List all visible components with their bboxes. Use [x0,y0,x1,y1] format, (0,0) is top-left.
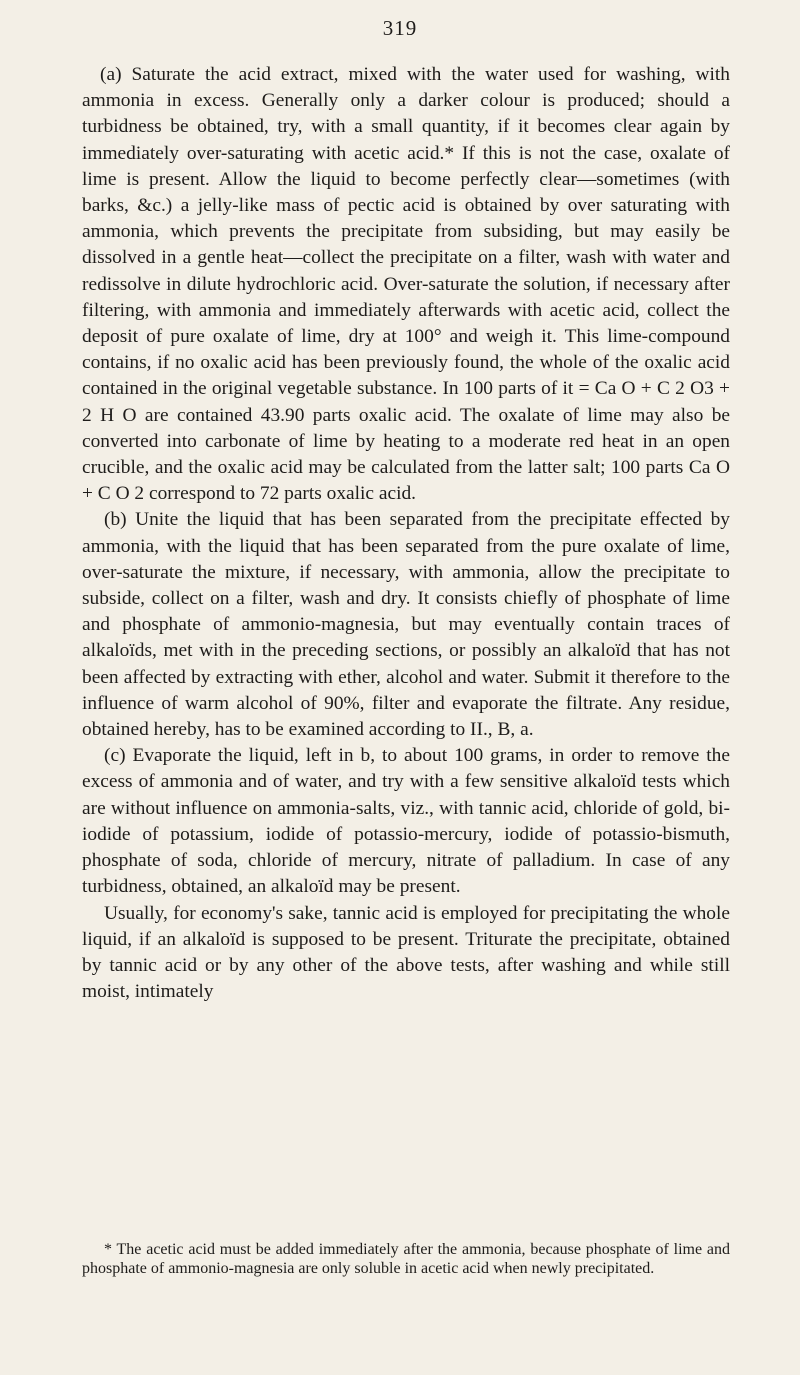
paragraph-b: (b) Unite the liquid that has been separated from the precipitate effected by ammonia, with the liquid that has been separated from the pure oxalate of lime, over-saturate the mixture, if necessary, with ammonia, allow the precipitate to subside, collect on a filter, wash and dry. It consists chiefly of phosphate of lime and phosphate of ammonio-magnesia, but may eventually contain traces of alkaloïds, met with in the preceding sections, or possibly an alkaloïd that has not been affected by extracting with ether, alcohol and water. Submit it therefore to the influence of warm alcohol of 90%, filter and evaporate the filtrate. Any residue, obtained hereby, has to be examined according to II., B, a. [82,509,730,741]
paragraph-a: (a) Saturate the acid extract, mixed with the water used for washing, with ammonia in excess. Generally only a darker colour is produced; should a turbidness be obtained, try, with a small quantity, if it becomes clear again by immediately over-saturating with acetic acid.* If this is not the case, oxalate of lime is present. Allow the liquid to become perfectly clear—sometimes (with barks, &c.) a jelly-like mass of pectic acid is obtained by over saturating with ammonia, which prevents the precipitate from subsiding, but may easily be dissolved in a gentle heat—collect the precipitate on a filter, wash with water and redissolve in dilute hydrochloric acid. Over-saturate the solution, if necessary after filtering, with ammonia and immediately afterwards with acetic acid, collect the deposit of pure oxalate of lime, dry at 100° and weigh it. This lime-compound contains, if no oxalic acid has been previously found, the whole of the oxalic acid contained in the original vegetable substance. In 100 parts of it = Ca O + C 2 O3 + 2 H O are contained 43.90 parts oxalic acid. The oxalate of lime may also be converted into carbonate of lime by heating to a moderate red heat in an open crucible, and the oxalic acid may be calculated from the latter salt; 100 parts Ca O + C O 2 correspond to 72 parts oxalic acid. [82,64,730,505]
paragraph-c: (c) Evaporate the liquid, left in b, to about 100 grams, in order to remove the excess of ammonia and of water, and try with a few sensitive alkaloïd tests which are without influence on ammonia-salts, viz., with tannic acid, chloride of gold, bi-iodide of potassium, iodide of potassio-mercury, iodide of potassio-bismuth, phosphate of soda, chloride of mercury, nitrate of palladium. In case of any turbidness, obtained, an alkaloïd may be present. [82,745,730,898]
page-number: 319 [382,16,418,40]
body-text [82,62,730,1005]
footnote [82,1240,730,1278]
paragraph-d: Usually, for economy's sake, tannic acid is employed for precipitating the whole liquid, if an alkaloïd is supposed to be present. Triturate the precipitate, obtained by tannic acid or by any other of the above tests, after washing and while still moist, intimately [82,902,730,1003]
footnote-text: * The acetic acid must be added immediately after the ammonia, because phosphate of lime and phosphate of ammonio-magnesia are only soluble in acetic acid when newly precipitated. [82,1241,730,1277]
